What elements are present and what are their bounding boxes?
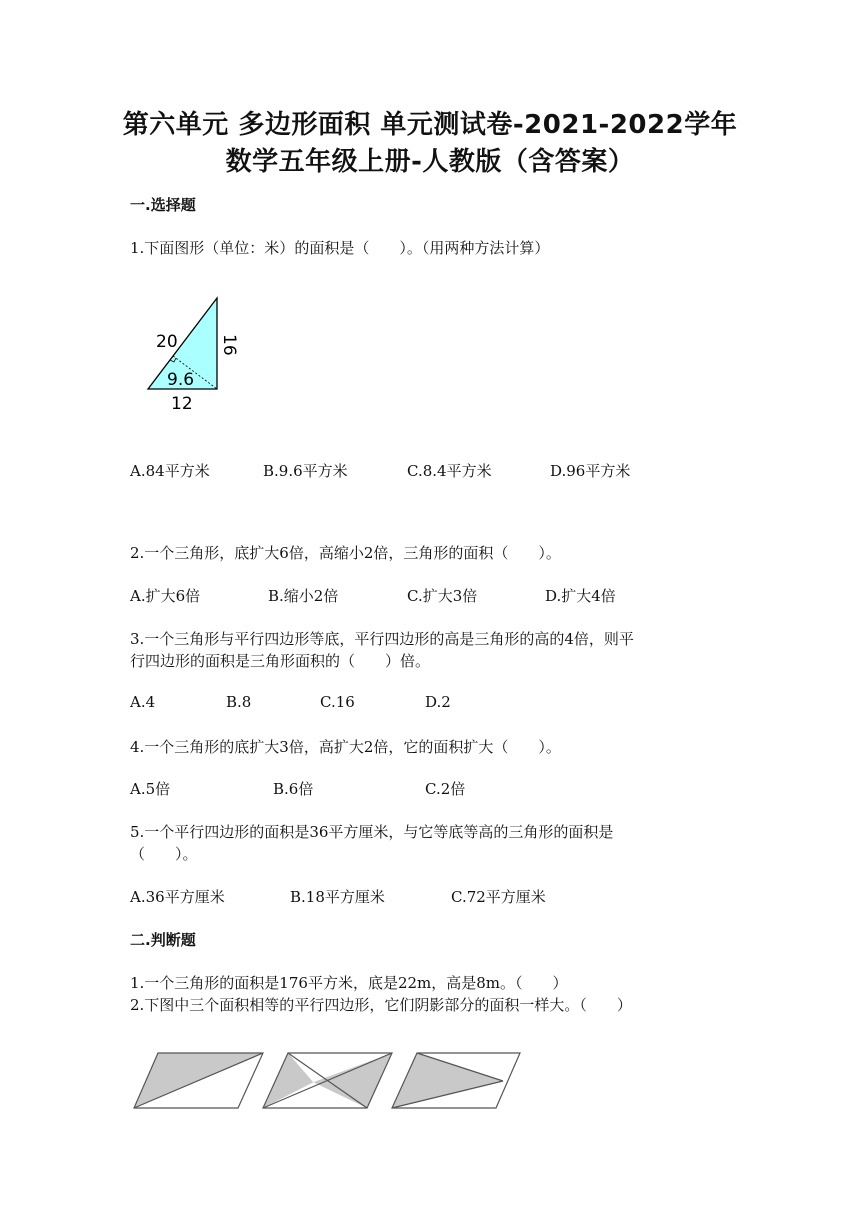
question-4-option-b[interactable]: B.6倍 <box>273 780 314 798</box>
parallelogram-2-shaded-left <box>263 1053 313 1108</box>
parallelogram-3 <box>392 1053 520 1108</box>
question-3-text-line-1: 3.一个三角形与平行四边形等底，平行四边形的高是三角形的高的4倍，则平 <box>130 630 634 648</box>
question-1-text: 1.下面图形（单位：米）的面积是（ ）。（用两种方法计算） <box>130 239 550 257</box>
section-heading-judgment: 二.判断题 <box>130 931 196 949</box>
label-base: 12 <box>171 394 193 414</box>
question-5-text-line-1: 5.一个平行四边形的面积是36平方厘米，与它等底等高的三角形的面积是 <box>130 823 614 841</box>
question-2-option-b[interactable]: B.缩小2倍 <box>268 587 339 605</box>
question-2-option-c[interactable]: C.扩大3倍 <box>407 587 478 605</box>
parallelogram-2 <box>263 1053 392 1108</box>
question-2-option-d[interactable]: D.扩大4倍 <box>545 587 616 605</box>
judgment-question-2-text: 2.下图中三个面积相等的平行四边形，它们阴影部分的面积一样大。（ ） <box>130 996 632 1014</box>
label-hypotenuse: 20 <box>156 332 178 352</box>
judgment-question-1-text: 1.一个三角形的面积是176平方米，底是22m，高是8m。（ ） <box>130 974 568 992</box>
question-4-text: 4.一个三角形的底扩大3倍，高扩大2倍，它的面积扩大（ ）。 <box>130 738 561 756</box>
parallelogram-1 <box>134 1053 263 1108</box>
question-4-option-a[interactable]: A.5倍 <box>130 780 171 798</box>
question-3-text-line-2: 行四边形的面积是三角形面积的（ ）倍。 <box>130 652 431 670</box>
section-heading-choice: 一.选择题 <box>130 196 196 214</box>
question-1-option-d[interactable]: D.96平方米 <box>550 462 631 480</box>
document-title-line-1: 第六单元 多边形面积 单元测试卷-2021-2022学年 <box>122 110 738 140</box>
label-altitude: 9.6 <box>167 370 195 390</box>
label-height: 16 <box>219 334 239 356</box>
question-3-option-b[interactable]: B.8 <box>226 693 252 711</box>
question-2-text: 2.一个三角形，底扩大6倍，高缩小2倍，三角形的面积（ ）。 <box>130 544 561 562</box>
question-1-option-b[interactable]: B.9.6平方米 <box>263 462 348 480</box>
question-1-option-a[interactable]: A.84平方米 <box>130 462 210 480</box>
question-1-option-c[interactable]: C.8.4平方米 <box>407 462 492 480</box>
document-title-line-2: 数学五年级上册-人教版（含答案） <box>225 147 635 177</box>
question-3-option-c[interactable]: C.16 <box>320 693 355 711</box>
question-4-option-c[interactable]: C.2倍 <box>425 780 466 798</box>
question-1-triangle-figure <box>140 290 250 415</box>
question-2-option-a[interactable]: A.扩大6倍 <box>130 587 201 605</box>
question-3-option-d[interactable]: D.2 <box>425 693 451 711</box>
question-5-text-line-2: （ ）。 <box>130 845 198 863</box>
question-3-option-a[interactable]: A.4 <box>130 693 156 711</box>
question-5-option-c[interactable]: C.72平方厘米 <box>451 888 546 906</box>
question-5-option-b[interactable]: B.18平方厘米 <box>290 888 385 906</box>
parallelograms-figure <box>128 1048 528 1112</box>
question-5-option-a[interactable]: A.36平方厘米 <box>130 888 225 906</box>
parallelogram-3-shaded-region <box>392 1053 503 1108</box>
parallelogram-2-shaded-right <box>313 1053 392 1108</box>
